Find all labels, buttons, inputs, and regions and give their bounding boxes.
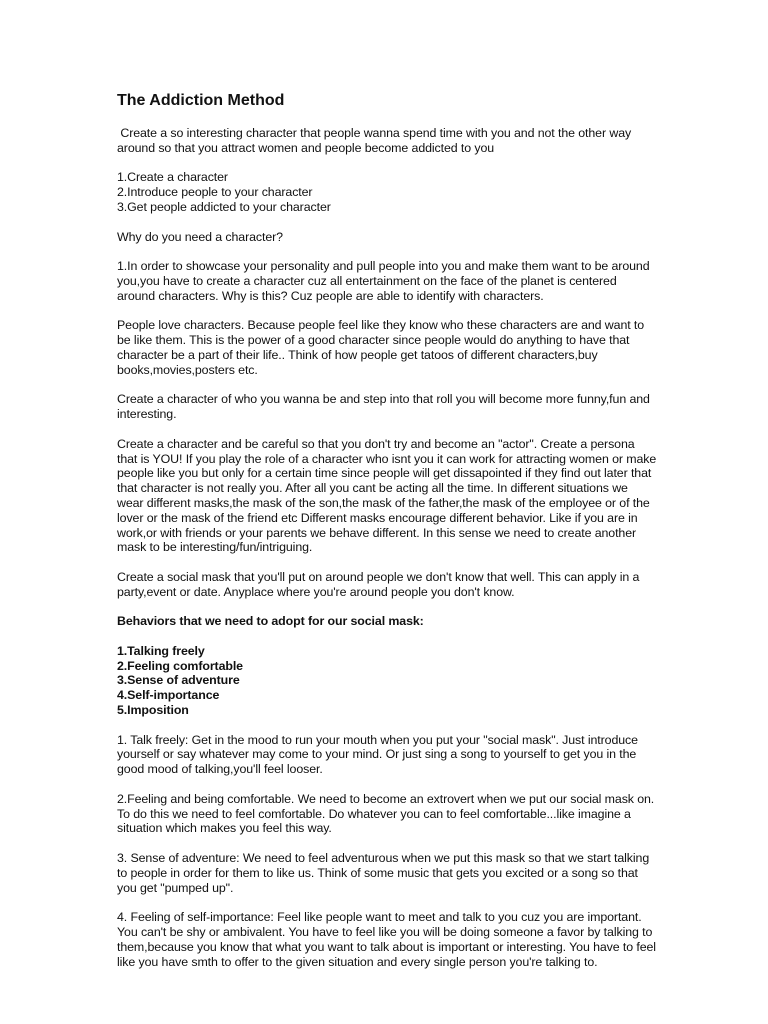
love-paragraph: People love characters. Because people feel like they know who these characters are and want to be like them. This is the power of a good character since people would do anything to have that character be a part of their life.. Think of how people get tatoos of different characters,buy books,movies,posters etc.: [117, 318, 645, 377]
list-item: 1.Talking freely: [117, 643, 205, 658]
behaviors-heading: Behaviors that we need to adopt for our social mask:: [117, 614, 424, 629]
showcase-paragraph: 1.In order to showcase your personality and pull people into you and make them want to be around you,you have to create a character cuz all entertainment on the face of the planet is centered around characters. Why is this? Cuz people are able to identify with characters.: [117, 259, 650, 303]
talk-freely-paragraph: 1. Talk freely: Get in the mood to run your mouth when you put your "social mask". Just introduce yourself or say whatever may come to your mind. Or just sing a song to yourself to get you in the good mood of talking,you'll feel looser.: [117, 732, 638, 777]
list-item: 3.Get people addicted to your character: [117, 199, 331, 214]
behaviors-list: [117, 644, 657, 718]
adventure-paragraph: 3. Sense of adventure: We need to feel adventurous when we put this mask so that we start talking to people in order for them to like us. Think of some music that gets you excited or a song so that you get "pumped up".: [117, 851, 650, 895]
list-item: 4.Self-importance: [117, 688, 220, 703]
document-body: [117, 126, 657, 984]
create-paragraph: Create a character of who you wanna be and step into that roll you will become more funny,fun and interesting.: [117, 392, 650, 422]
steps-list: [117, 170, 657, 214]
question-paragraph: Why do you need a character?: [117, 229, 283, 244]
comfortable-paragraph: 2.Feeling and being comfortable. We need to become an extrovert when we put our social mask on. To do this we need to feel comfortable. Do whatever you can to feel comfortable...like imagine a situation which makes you feel this way.: [117, 791, 655, 836]
list-item: 1.Create a character: [117, 170, 228, 185]
careful-paragraph: Create a character and be careful so that you don't try and become an "actor". Create a persona that is YOU! If you play the role of a character who isnt you it can work for attracting women or make people like you but only for a certain time since people will get dissapointed if they find out later that that character is not really you. After all you cant be acting all the time. In different situations we wear different masks,the mask of the son,the mask of the father,the mask of the employee or of the lover or the mask of the friend etc Different masks encourage different behavior. Like if you are in work,or with friends or your parents we behave different. In this sense we need to create another mask to be interesting/fun/intriguing.: [117, 436, 657, 555]
list-item: 2.Introduce people to your character: [117, 185, 313, 200]
document-title: The Addiction Method: [117, 92, 285, 109]
intro-paragraph: Create a so interesting character that people wanna spend time with you and not the other way around so that you attract women and people become addicted to you: [117, 126, 635, 155]
social-mask-paragraph: Create a social mask that you'll put on around people we don't know that well. This can apply in a party,event or date. Anyplace where you're around people you don't know.: [117, 569, 640, 599]
list-item: 2.Feeling comfortable: [117, 658, 243, 673]
list-item: 3.Sense of adventure: [117, 673, 240, 688]
list-item: 5.Imposition: [117, 703, 189, 718]
self-importance-paragraph: 4. Feeling of self-importance: Feel like people want to meet and talk to you cuz you are important. You can't be shy or ambivalent. You have to feel like you will be doing someone a favor by talking to them,because you know that what you want to talk about is important or interesting. You have to feel like you have smth to offer to the given situation and every single person you're talking to.: [117, 910, 656, 969]
